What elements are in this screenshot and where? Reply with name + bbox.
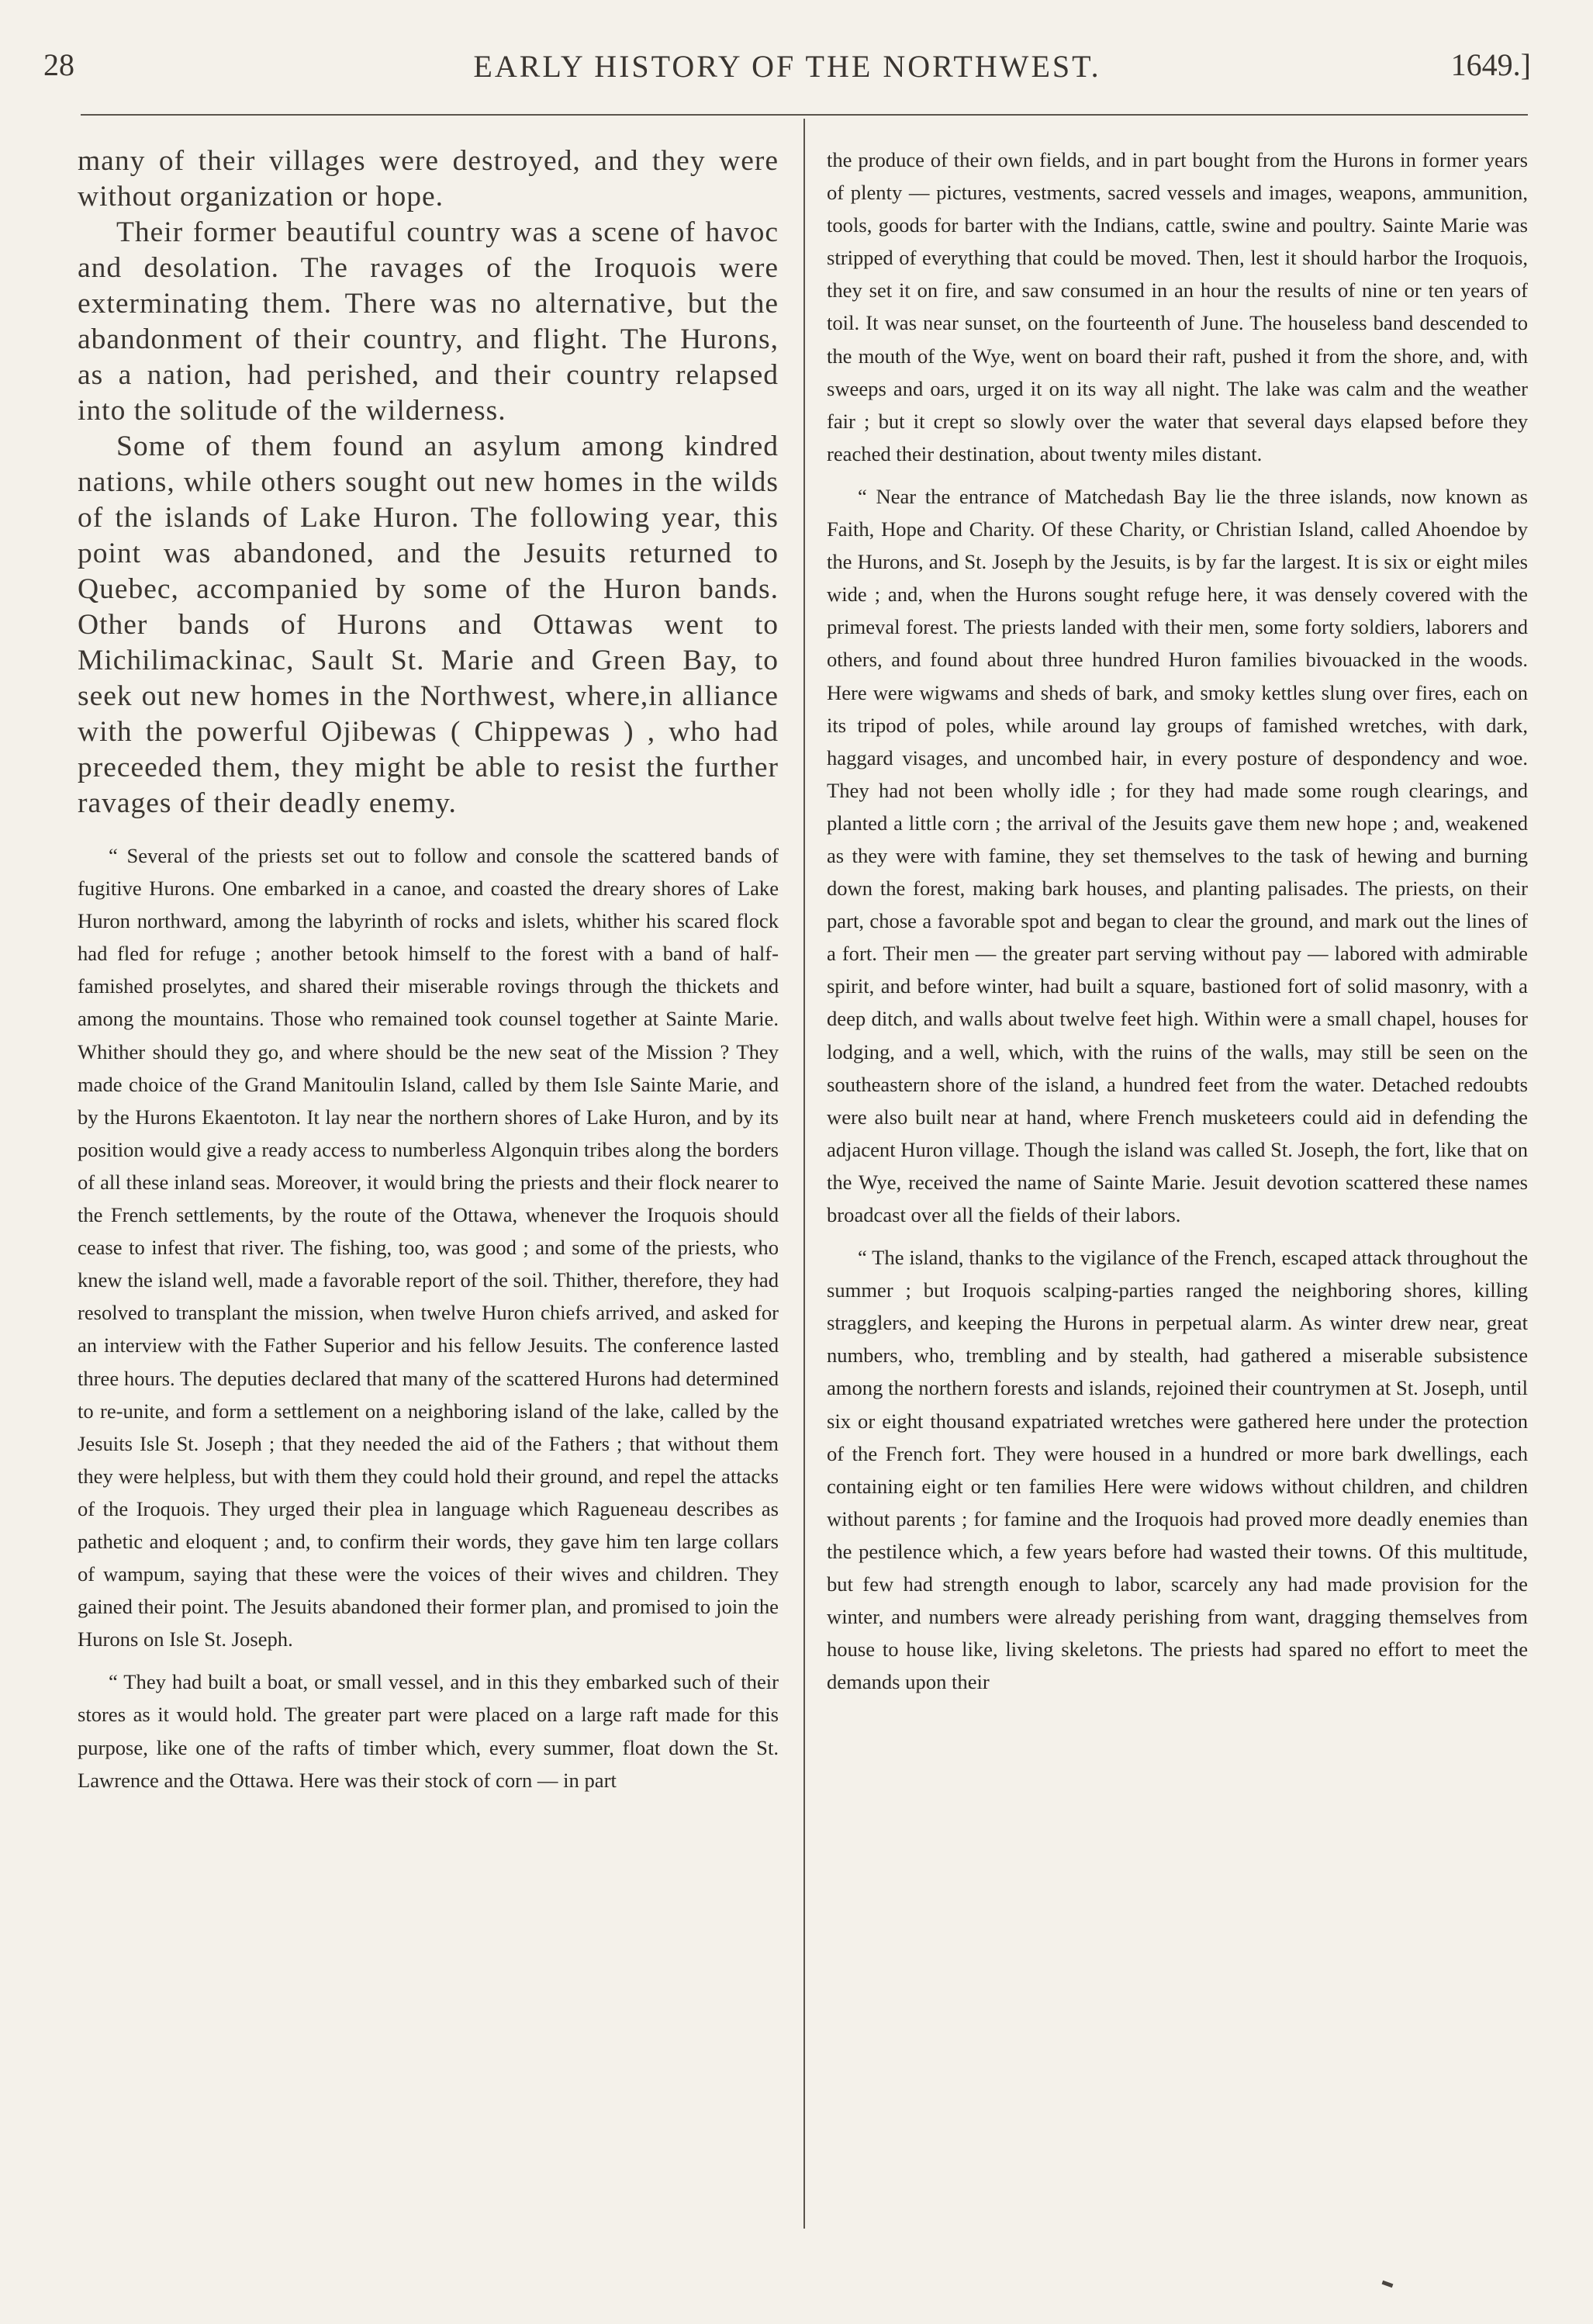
left-column xyxy=(78,144,779,2253)
quote-paragraph: “ The island, thanks to the vigilance of the French, escaped attack throughout the summer ; but Iroquois scalping-parties ranged the neighboring shores, killing stragglers, and keeping the Hurons in perpetual alarm. As winter drew near, great numbers, who, trembling and by stealth, had gathered a miserable subsistence among the northern forests and islands, rejoined their countrymen at St. Joseph, until six or eight thousand expatriated wretches were gathered here under the protection of the French fort. They were housed in a hundred or more bark dwellings, each containing eight or ten families Here were widows without children, and children without parents ; for famine and the Iroquois had proved more deadly enemies than the pestilence which, a few years before had wasted their towns. Of this multitude, but few had strength enough to labor, scarcely any had made provision for the winter, and numbers were already perishing from want, dragging themselves from house to house like, living skeletons. The priests had spared no effort to meet the demands upon their xyxy=(827,1246,1528,1694)
header-year: 1649.] xyxy=(1450,47,1531,82)
page-header xyxy=(43,39,1531,93)
quote-paragraph: “ They had built a boat, or small vessel, and in this they embarked such of their stores as it would hold. The greater part were placed on a large raft made for this purpose, like one of the rafts of timber which, every summer, float down the St. Lawrence and the Ottawa. Here was their stock of corn — in part xyxy=(78,1670,779,1792)
quote-paragraph: “ Near the entrance of Matchedash Bay lie the three islands, now known as Faith, Hope and Charity. Of these Charity, or Christian Island, called Ahoendoe by the Hurons, and St. Joseph by the Jesuits, is by far the largest. It is six or eight miles wide ; and, when the Hurons sought refuge here, it was densely covered with the primeval forest. The priests landed with their men, some forty soldiers, laborers and others, and found about three hundred Huron families bivouacked in the woods. Here were wigwams and sheds of bark, and smoky kettles slung over fires, each on its tripod of poles, while around lay groups of famished wretches, with dark, haggard visages, and uncombed hair, in every posture of despondency and woe. They had not been wholly idle ; for they had made some rough clearings, and planted a little corn ; the arrival of the Jesuits gave them new hope ; and, weakened as they were with famine, they set themselves to the task of hewing and burning down the forest, making bark houses, and planting palisades. The priests, on their part, chose a favorable spot and began to clear the ground, and mark out the lines of a fort. Their men — the greater part serving without pay — labored with admirable spirit, and before winter, had built a square, bastioned fort of solid masonry, with a deep ditch, and walls about twelve feet high. Within were a small chapel, houses for lodging, and a well, which, with the ruins of the walls, may still be seen on the southeastern shore of the island, a hundred feet from the water. Detached redoubts were also built near at hand, where French musketeers could aid in defending the adjacent Huron village. Though the island was called St. Joseph, the fort, like that on the Wye, received the name of Sainte Marie. Jesuit devotion scattered these names broadcast over all the fields of their labors. xyxy=(827,484,1528,1226)
page-number: 28 xyxy=(43,47,74,82)
header-rule xyxy=(81,114,1528,116)
column-divider xyxy=(803,119,805,2229)
lead-paragraph: Their former beautiful country was a scene of havoc and desolation. The ravages of the Iroquois were exterminating them. There was no alternative, but the abandonment of their country, and flight. The Hurons, as a nation, had perished, and their country relapsed into the solitude of the wilderness. xyxy=(78,216,779,427)
running-title: EARLY HISTORY OF THE NORTHWEST. xyxy=(473,49,1101,84)
quote-paragraph: “ Several of the priests set out to follow and console the scattered bands of fugitive Hurons. One embarked in a canoe, and coasted the dreary shores of Lake Huron northward, among the labyrinth of rocks and islets, whither his scared flock had fled for refuge ; another betook himself to the forest with a band of half-famished proselytes, and shared their miserable rovings through the thickets and among the mountains. Those who remained took counsel together at Sainte Marie. Whither should they go, and where should be the new seat of the Mission ? They made choice of the Grand Manitoulin Island, called by them Isle Sainte Marie, and by the Hurons Ekaentoton. It lay near the northern shores of Lake Huron, and by its position would give a ready access to numberless Algonquin tribes along the borders of all these inland seas. Moreover, it would bring the priests and their flock nearer to the French settlements, by the route of the Ottawa, whenever the Iroquois should cease to infest that river. The fishing, too, was good ; and some of the priests, who knew the island well, made a favorable report of the soil. Thither, therefore, they had resolved to transplant the mission, when twelve Huron chiefs arrived, and asked for an interview with the Father Superior and his fellow Jesuits. The conference lasted three hours. The deputies declared that many of the scattered Hurons had determined to re-unite, and form a settlement on a neighboring island of the lake, called by the Jesuits Isle St. Joseph ; that they needed the aid of the Fathers ; that without them they were helpless, but with them they could hold their ground, and repel the attacks of the Iroquois. They urged their plea in language which Ragueneau describes as pathetic and eloquent ; and, to confirm their words, they gave him ten large collars of wampum, saying that these were the voices of their wives and children. They gained their point. The Jesuits abandoned their former plan, and promised to join the Hurons on Isle St. Joseph. xyxy=(78,844,779,1651)
lead-paragraph: Some of them found an asylum among kindred nations, while others sought out new homes in the wilds of the islands of Lake Huron. The following year, this point was abandoned, and the Jesuits returned to Quebec, accompanied by some of the Huron bands. Other bands of Hurons and Ottawas went to Michilimackinac, Sault St. Marie and Green Bay, to seek out new homes in the Northwest, where,in alliance with the powerful Ojibewas ( Chippewas ) , who had preceeded them, they might be able to resist the further ravages of their deadly enemy. xyxy=(78,431,779,819)
quote-paragraph: the produce of their own fields, and in part bought from the Hurons in former years of plenty — pictures, vestments, sacred vessels and images, weapons, ammunition, tools, goods for barter with the Indians, cattle, swine and poultry. Sainte Marie was stripped of everything that could be moved. Then, lest it should harbor the Iroquois, they set it on fire, and saw consumed in an hour the results of nine or ten years of toil. It was near sunset, on the fourteenth of June. The houseless band descended to the mouth of the Wye, went on board their raft, pushed it from the shore, and, with sweeps and oars, urged it on its way all night. The lake was calm and the weather fair ; but it crept so slowly over the water that several days elapsed before they reached their destination, about twenty miles distant. xyxy=(827,148,1528,465)
footer-mark xyxy=(1382,2281,1394,2288)
right-column xyxy=(827,144,1528,2253)
lead-paragraph: many of their villages were destroyed, and they were without organization or hope. xyxy=(78,145,779,213)
